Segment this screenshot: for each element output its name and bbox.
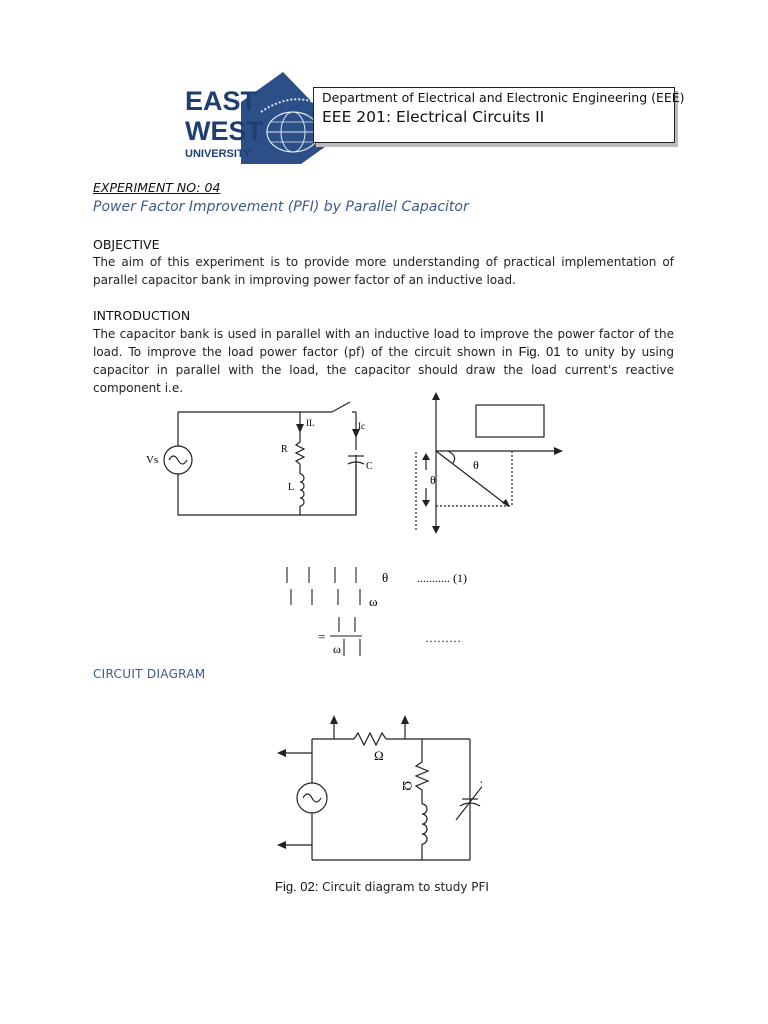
eq3-dots: ……… [425,631,461,645]
eq3-omega: ω [333,642,341,656]
circuit-diagram-heading: CIRCUIT DIAGRAM [93,667,206,681]
objective-heading: OBJECTIVE [93,237,160,252]
figure-2-circuit [272,700,482,870]
fig-01-reference: Fig. 01 [518,344,561,359]
equations [280,562,520,662]
eq1-number: ........... (1) [417,571,467,585]
label-ic: Ic [358,421,365,431]
experiment-title: Power Factor Improvement (PFI) by Parallel Capacitor [93,199,469,215]
label-il: IL [306,418,315,428]
intro-text-part1: The capacitor bank is used in parallel with an inductive load to improve the power factor of the load. To improve the load power factor (pf) of the circuit shown in [93,327,674,359]
caption-label: Fig. 02: [275,879,319,894]
label-theta-2: θ [430,473,436,487]
label-r: R [281,444,288,455]
eq3-equals: = [318,629,326,644]
logo-west: WEST [185,116,263,146]
ohm-label-2: Ω [400,781,415,791]
caption-text: Circuit diagram to study PFI [318,880,489,894]
label-c: C [366,461,373,472]
introduction-heading: INTRODUCTION [93,308,191,323]
eq1-theta: θ [382,570,389,585]
logo-university: UNIVERSITY [185,148,252,160]
figure-2-caption [275,879,489,894]
ohm-label-1: Ω [374,748,384,763]
course-title: EEE 201: Electrical Circuits II [322,108,545,126]
label-l: L [288,482,295,493]
header-box [313,87,685,143]
intro-text-part2: to unity by using capacitor in parallel with the load, the capacitor should draw the load current's reactive component i.e. [93,345,674,395]
label-theta-1: θ [473,458,479,472]
objective-text: The aim of this experiment is to provide more understanding of practical implementation of parallel capacitor bank in improving power factor of an inductive load. [93,255,674,287]
introduction-text [93,325,674,397]
experiment-number: EXPERIMENT NO: 04 [93,180,221,195]
logo-east: EAST [185,86,258,116]
figure-1 [140,390,580,540]
label-vs: Vs [146,454,159,466]
department-name: Department of Electrical and Electronic Engineering (EEE) [322,90,685,105]
eq2-omega: ω [369,594,378,609]
